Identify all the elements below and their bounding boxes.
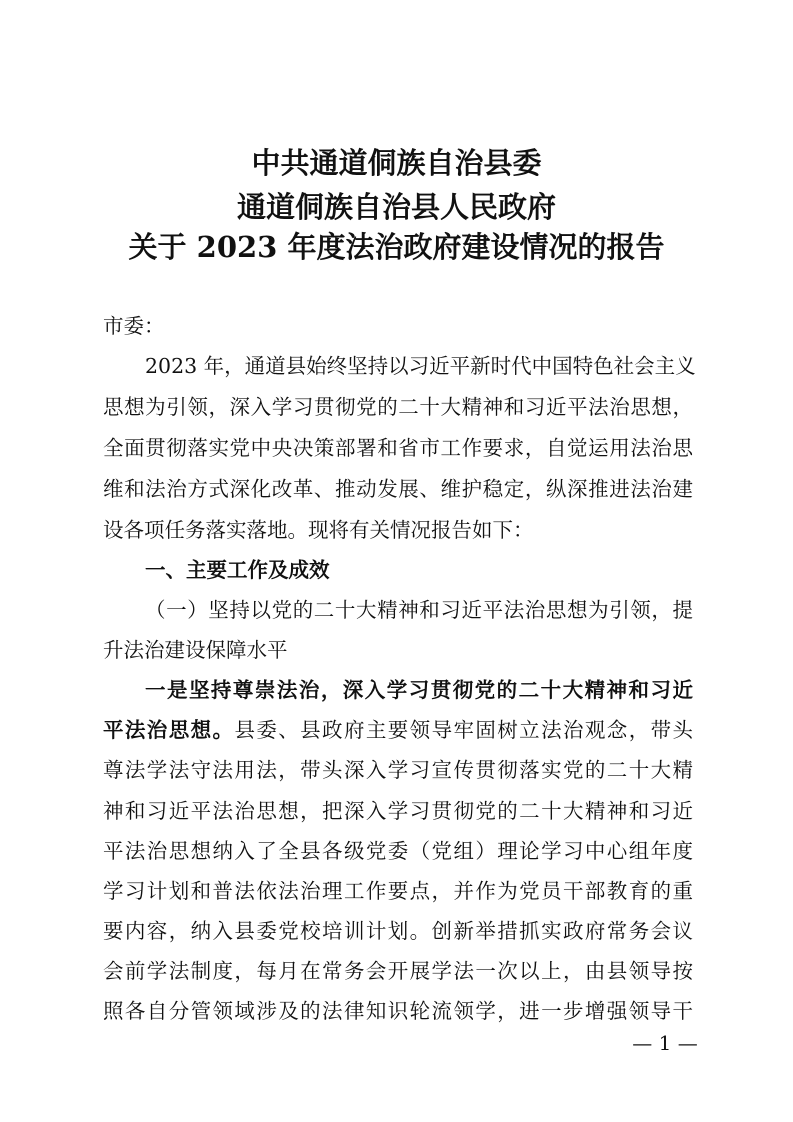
- salutation: 市委：: [103, 314, 165, 338]
- title-line-1: 中共通道侗族自治县委: [251, 146, 542, 180]
- paragraph-line: 平法治思想纳入了全县各级党委（党组）理论学习中心组年度: [103, 839, 693, 863]
- paragraph-line: 维和法治方式深化改革、推动发展、维护稳定，纵深推进法治建: [103, 477, 693, 501]
- paragraph-line: 2023 年，通道县始终坚持以习近平新时代中国特色社会主义: [145, 354, 696, 378]
- paragraph-line: 尊法学法守法用法，带头深入学习宣传贯彻落实党的二十大精: [103, 758, 693, 782]
- paragraph-line: 思想为引领，深入学习贯彻党的二十大精神和习近平法治思想，: [103, 395, 693, 419]
- page-number: — 1 —: [632, 1031, 698, 1055]
- section-heading: 一、主要工作及成效: [145, 558, 330, 582]
- paragraph-line: 神和习近平法治思想，把深入学习贯彻党的二十大精神和习近: [103, 799, 693, 823]
- paragraph-line: 会前学法制度，每月在常务会开展学法一次以上，由县领导按: [103, 959, 693, 983]
- bold-lead-line: 一是坚持尊崇法治，深入学习贯彻党的二十大精神和习近: [145, 678, 693, 702]
- title-line-2: 通道侗族自治县人民政府: [236, 190, 556, 224]
- bold-lead-end: 平法治思想。: [103, 718, 235, 742]
- line-rest: 县委、县政府主要领导牢固树立法治观念，带头: [234, 718, 694, 742]
- subsection-heading-line-1: （一）坚持以党的二十大精神和习近平法治思想为引领，提: [145, 598, 693, 622]
- paragraph-line: 照各自分管领域涉及的法律知识轮流领学，进一步增强领导干: [103, 999, 693, 1023]
- paragraph-line: 要内容，纳入县委党校培训计划。创新举措抓实政府常务会议: [103, 919, 693, 943]
- paragraph-line: 设各项任务落实落地。现将有关情况报告如下：: [103, 518, 534, 542]
- title-line-3: 关于 2023 年度法治政府建设情况的报告: [128, 230, 665, 264]
- paragraph-line: 全面贯彻落实党中央决策部署和省市工作要求，自觉运用法治思: [103, 436, 693, 460]
- mixed-line: [103, 716, 693, 744]
- subsection-heading-line-2: 升法治建设保障水平: [103, 638, 288, 662]
- paragraph-line: 学习计划和普法依法治理工作要点，并作为党员干部教育的重: [103, 879, 693, 903]
